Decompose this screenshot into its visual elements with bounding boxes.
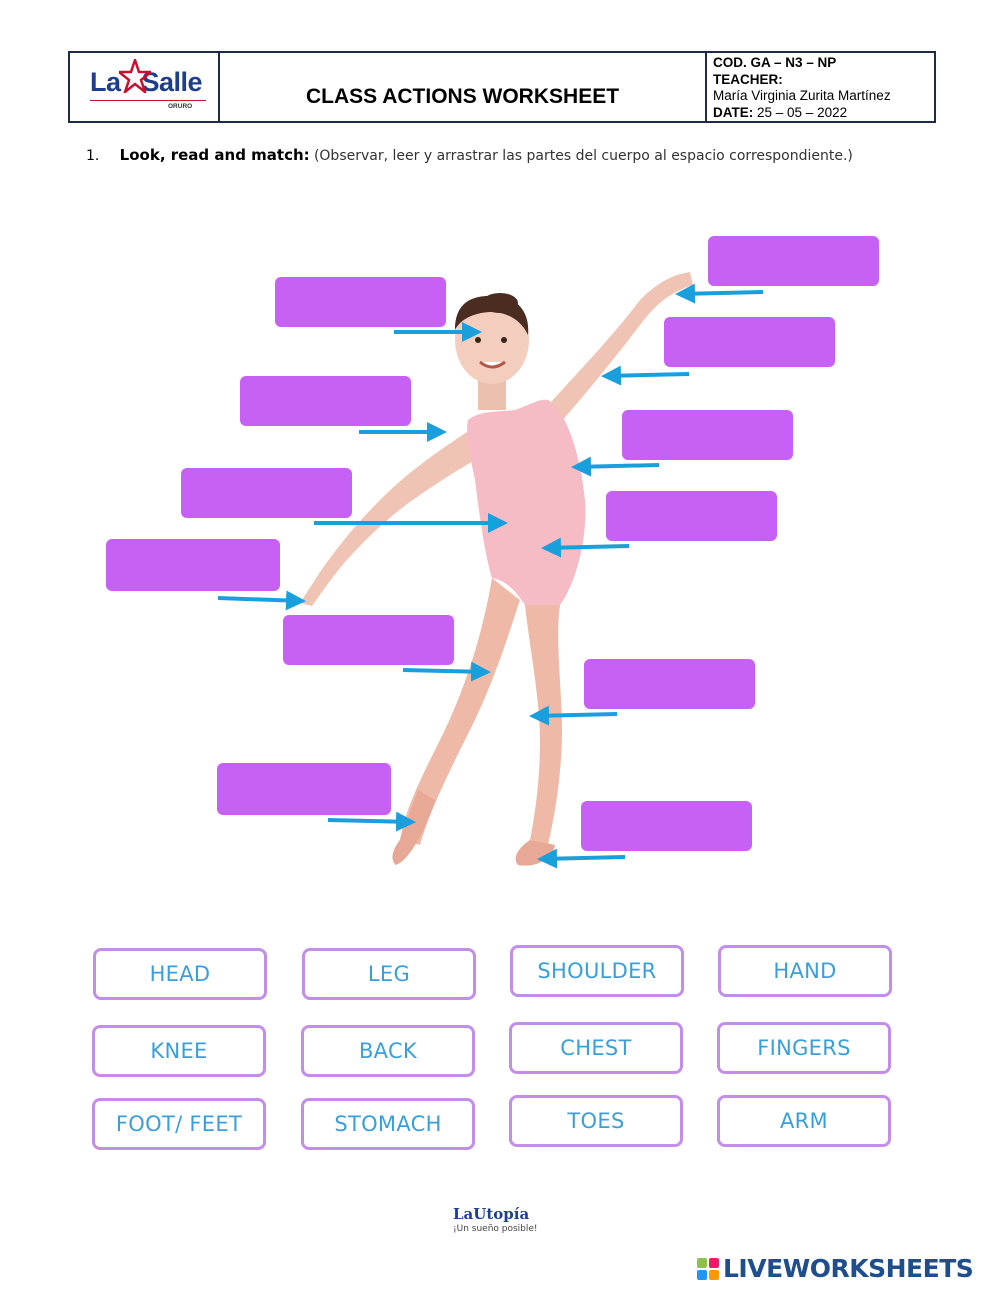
word-arm[interactable]: ARM	[717, 1095, 891, 1147]
logo-text: La Salle	[90, 67, 203, 97]
word-toes[interactable]: TOES	[509, 1095, 683, 1147]
word-knee[interactable]: KNEE	[92, 1025, 266, 1077]
drop-box-10[interactable]	[606, 491, 777, 541]
drop-box-9[interactable]	[622, 410, 793, 460]
word-hand[interactable]: HAND	[718, 945, 892, 997]
arrow-11	[533, 714, 617, 716]
drop-box-5[interactable]	[283, 615, 454, 665]
word-stomach[interactable]: STOMACH	[301, 1098, 475, 1150]
instruction-bold: Look, read and match:	[119, 146, 310, 164]
date-value: 25 – 05 – 2022	[757, 104, 848, 120]
drop-box-8[interactable]	[664, 317, 835, 367]
word-fingers[interactable]: FINGERS	[717, 1022, 891, 1074]
code-line: COD. GA – N3 – NP	[713, 55, 837, 70]
word-back[interactable]: BACK	[301, 1025, 475, 1077]
teacher-name: María Virginia Zurita Martínez	[713, 88, 891, 103]
word-shoulder[interactable]: SHOULDER	[510, 945, 684, 997]
arrow-4	[218, 598, 302, 601]
la-utopia-logo	[453, 1205, 538, 1234]
drop-box-12[interactable]	[581, 801, 752, 851]
date-label: DATE:	[713, 104, 754, 120]
logo-subtitle: ORURO	[168, 103, 193, 110]
teacher-label: TEACHER:	[713, 71, 783, 87]
word-leg[interactable]: LEG	[302, 948, 476, 1000]
arrow-6	[328, 820, 412, 822]
word-foot-feet[interactable]: FOOT/ FEET	[92, 1098, 266, 1150]
liveworksheets-icon	[697, 1258, 719, 1280]
question-number: 1.	[86, 148, 100, 164]
drop-box-11[interactable]	[584, 659, 755, 709]
la-utopia-brand: LaUtopía	[453, 1205, 530, 1223]
word-chest[interactable]: CHEST	[509, 1022, 683, 1074]
la-utopia-tagline: ¡Un sueño posible!	[453, 1224, 538, 1234]
drop-box-7[interactable]	[708, 236, 879, 286]
drop-box-6[interactable]	[217, 763, 391, 815]
instruction-text: (Observar, leer y arrastrar las partes del cuerpo al espacio correspondiente.)	[313, 148, 853, 164]
drop-box-4[interactable]	[106, 539, 280, 591]
arrow-9	[575, 465, 659, 467]
arrow-7	[679, 292, 763, 294]
word-head[interactable]: HEAD	[93, 948, 267, 1000]
liveworksheets-text: LIVEWORKSHEETS	[723, 1254, 974, 1283]
arrow-5	[403, 670, 487, 672]
liveworksheets-logo[interactable]	[697, 1254, 973, 1283]
arrow-8	[605, 374, 689, 376]
arrow-12	[541, 857, 625, 859]
drop-box-1[interactable]	[275, 277, 446, 327]
drop-box-3[interactable]	[181, 468, 352, 518]
worksheet-title: CLASS ACTIONS WORKSHEET	[305, 85, 620, 108]
drop-box-2[interactable]	[240, 376, 411, 426]
arrow-10	[545, 546, 629, 548]
